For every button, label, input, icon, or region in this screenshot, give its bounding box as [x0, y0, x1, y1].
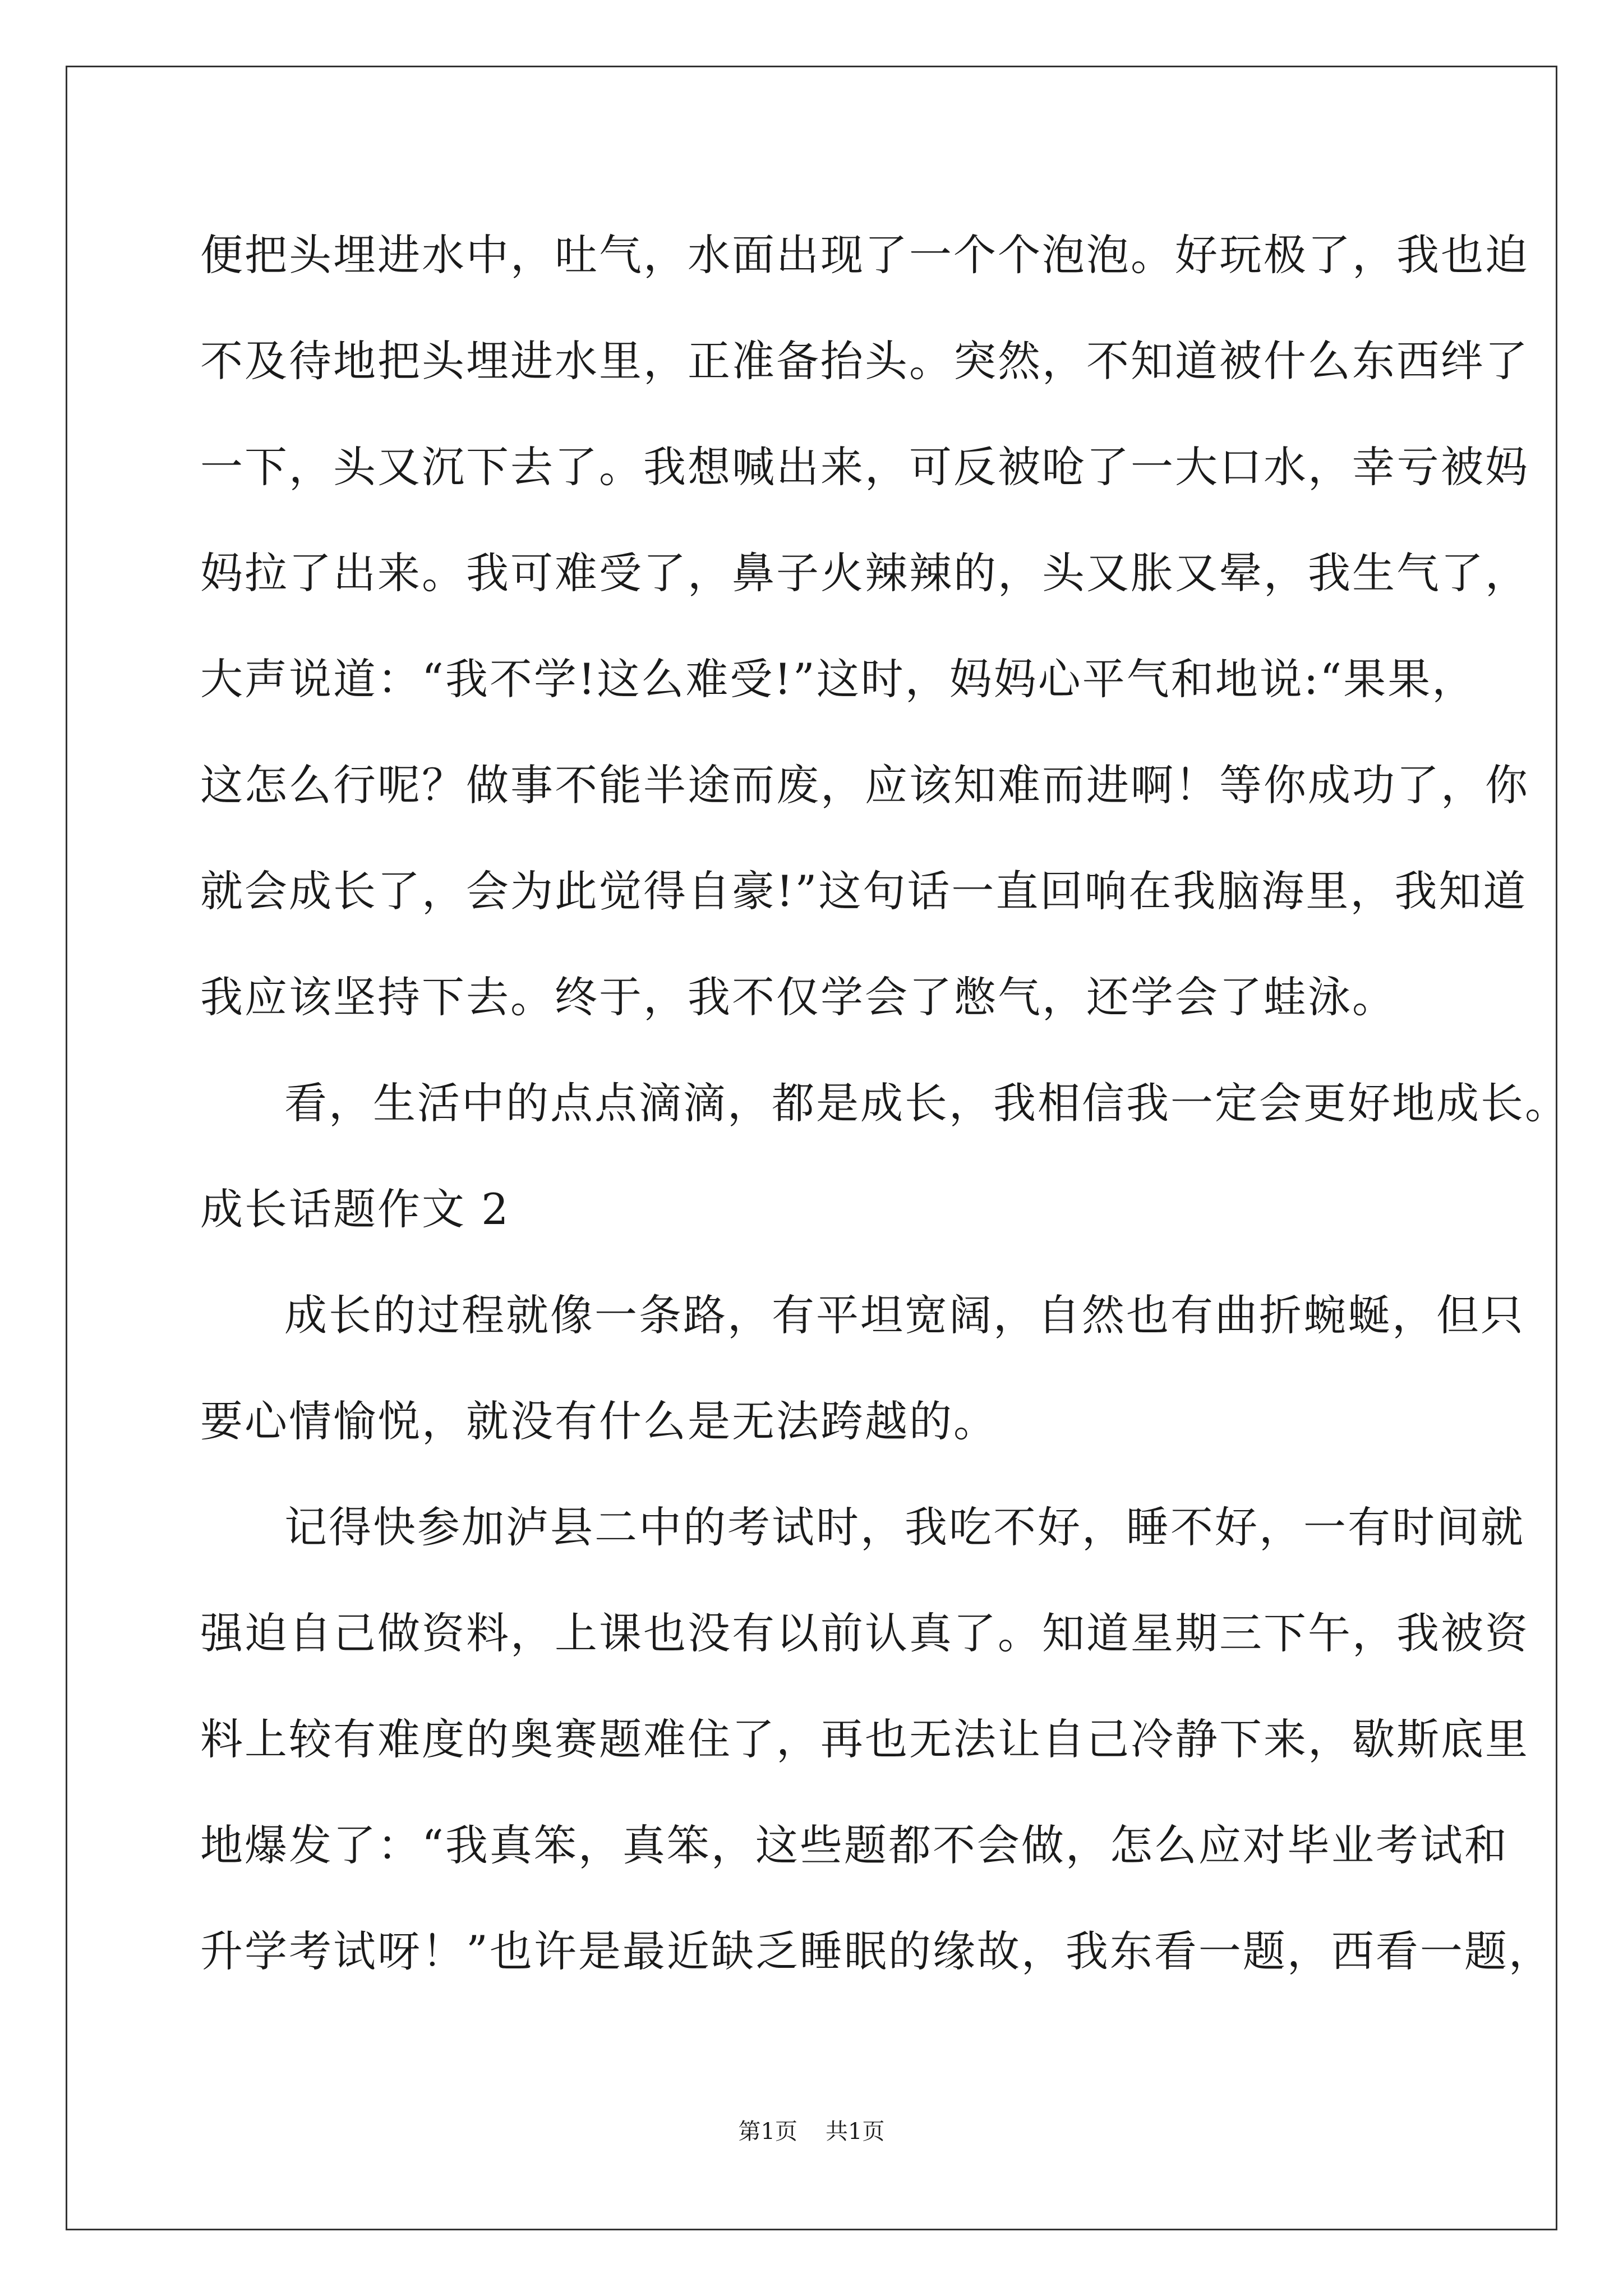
text-line: 地爆发了：“我真笨，真笨，这些题都不会做，怎么应对毕业考试和: [200, 1820, 1509, 1870]
text-line: 就会成长了，会为此觉得自豪!”这句话一直回响在我脑海里，我知道: [200, 866, 1528, 916]
text-line: 升学考试呀！”也许是最近缺乏睡眠的缘故，我东看一题，西看一题，: [200, 1926, 1553, 1976]
text-line: 我应该坚持下去。终于，我不仅学会了憋气，还学会了蛙泳。: [200, 972, 1396, 1022]
text-line: 强迫自己做资料，上课也没有以前认真了。知道星期三下午，我被资: [200, 1608, 1529, 1658]
text-line: 这怎么行呢？做事不能半途而废，应该知难而进啊！等你成功了，你: [200, 760, 1529, 810]
text-line: 要心情愉悦，就没有什么是无法跨越的。: [200, 1396, 998, 1446]
paragraph-line: 成长的过程就像一条路，有平坦宽阔，自然也有曲折蜿蜒，但只: [284, 1290, 1525, 1340]
text-line: 妈拉了出来。我可难受了，鼻子火辣辣的，头又胀又晕，我生气了，: [200, 548, 1529, 598]
text-line: 便把头埋进水中，吐气，水面出现了一个个泡泡。好玩极了，我也迫: [200, 230, 1529, 280]
text-line: 料上较有难度的奥赛题难住了，再也无法让自己冷静下来，歇斯底里: [200, 1714, 1529, 1764]
text-line: 一下，头又沉下去了。我想喊出来，可反被呛了一大口水，幸亏被妈: [200, 442, 1529, 492]
document-body: [200, 202, 1569, 2004]
text-line: 大声说道：“我不学!这么难受!”这时，妈妈心平气和地说:“果果，: [200, 654, 1477, 704]
paragraph-line: 记得快参加泸县二中的考试时，我吃不好，睡不好，一有时间就: [284, 1502, 1525, 1552]
page-number: 第1页: [738, 2119, 797, 2145]
page-total: 共1页: [826, 2119, 885, 2145]
text-line: 不及待地把头埋进水里，正准备抬头。突然，不知道被什么东西绊了: [200, 336, 1529, 386]
section-heading: 成长话题作文 2: [200, 1184, 510, 1234]
paragraph-line: 看，生活中的点点滴滴，都是成长，我相信我一定会更好地成长。: [284, 1078, 1569, 1128]
page-footer: [0, 2115, 1623, 2148]
